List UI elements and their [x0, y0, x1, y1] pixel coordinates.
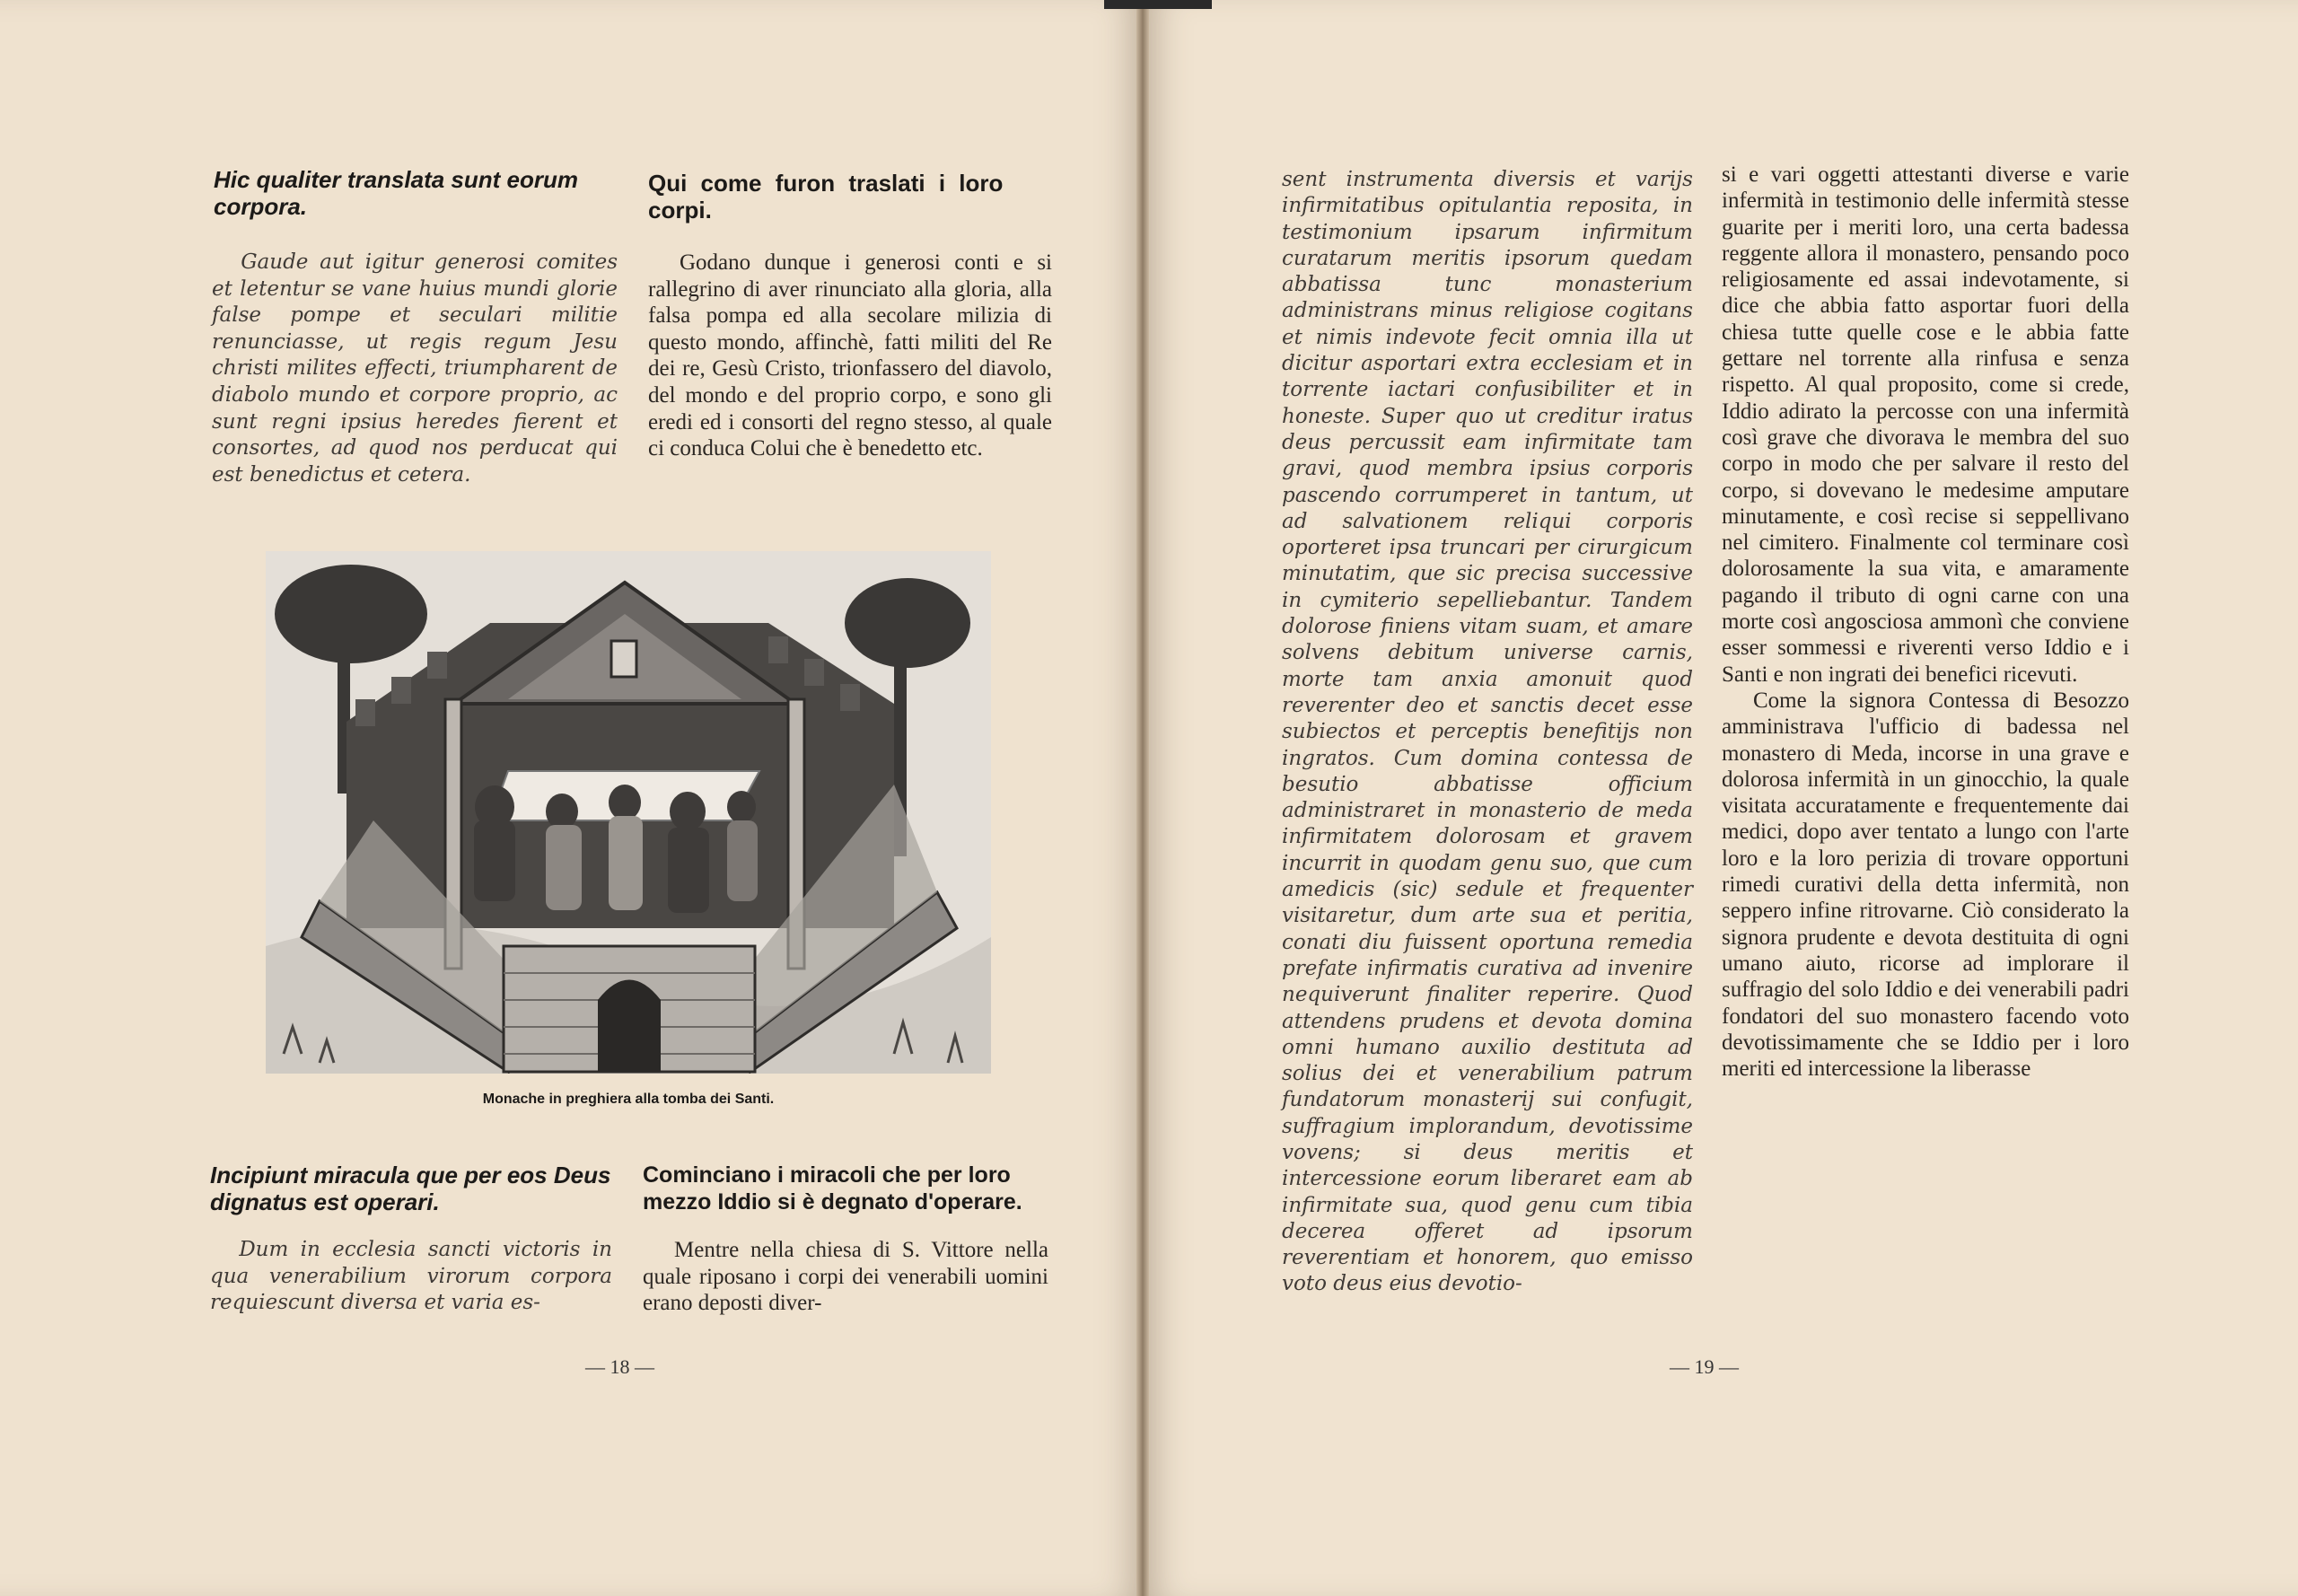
book-gutter — [1136, 0, 1149, 1596]
latin-paragraph-1: Gaude aut igitur generosi comites et letentur se vane huius mundi glorie false pompe et seculari militie renunciasse, ut regis regum Jesu christi milites effecti, triumpharent de diabolo mundo et corpore proprio, ac sunt regni ipsius heredes fierent et consortes, ad quod nos perducat qui est benedictus et cetera. — [212, 250, 618, 487]
italian-column-right — [1722, 162, 2129, 1082]
illustration-tomb-of-saints — [266, 551, 991, 1074]
heading2-italian: Cominciano i miracoli che per loro mezzo Iddio si è degnato d'operare. — [643, 1162, 1022, 1215]
page-number-left: — 18 — — [585, 1355, 654, 1378]
page-number-right: — 19 — — [1670, 1355, 1739, 1378]
italian-paragraph-right-2: Come la signora Contessa di Besozzo amministrava l'ufficio di badessa nel monastero di Meda, incorse in una grave e dolorosa infermità in un ginocchio, la quale visitata accuratamente e frequentemente dai medici, dopo aver tentato a lungo con l'arte loro e la loro perizia di trovare opportuni rimedi curativi della detta infermità, non seppero infine ritrovarne. Ciò considerato la signora prudente e devota destituita di ogni umano aiuto, ricorse ad implorare il suffragio del solo Iddio e dei venerabili padri fondatori del suo monastero facendo voto devotissimamente che se Iddio per i loro meriti ed intercessione la liberasse — [1722, 688, 2129, 1082]
italian-paragraph-right-1: si e vari oggetti attestanti diverse e varie infermità in testimonio delle infermità stesse guarite per i meriti loro, una certa badessa reggente allora il monastero, pensando poco religiosamente ed assai indevotamente, si dice che abbia fatto asportar fuori della chiesa tutte quelle cose e le abbia fatte gettare nel torrente alla rinfusa e senza rispetto. Al qual proposito, come si crede, Iddio adirato la percosse con una infermità così grave che divorava le membra del suo corpo in modo che per salvare il resto del corpo, si dovevano le medesime amputare minutamente, e così recise si seppellivano nel cimitero. Finalmente col terminare così dolorosamente la sua vita, e amaramente pagando il tributo di ogni carne con una morte così angosciosa ammonì che conviene esser sommessi e riverenti verso Iddio e i Santi e non ingrati dei benefici ricevuti. — [1722, 162, 2129, 687]
figure-caption: Monache in preghiera alla tomba dei Santi. — [482, 1092, 775, 1107]
heading2-latin: Incipiunt miracula que per eos Deus dignatus est operari. — [210, 1162, 611, 1215]
heading-latin: Hic qualiter translata sunt eorum corpora. — [214, 166, 578, 220]
italian-paragraph-2: Mentre nella chiesa di S. Vittore nella quale riposano i corpi dei venerabili uomini erano deposti diver- — [643, 1238, 1048, 1316]
latin-column-right: sent instrumenta diversis et varijs infirmitatibus opitulantia reposita, in testimonium ipsarum infirmitum curatarum meritis ipsorum quedam abbatissa tunc monasterium administrans minus religiose cogitans et nimis indevote fecit omnia illa ut dicitur asportari extra ecclesiam et in torrente iactari confusibiliter et in honeste. Super quo ut creditur iratus deus percussit eam infirmitate tam gravi, quod membra ipsius corporis pascendo corrumperet in tantum, ut ad salvationem reliqui corporis oporteret ipsa truncari per cirurgicum minutatim, que sic precisa successive in cymiterio sepelliebantur. Tandem dolorose finiens vitam suam, et amare solvens debitum universe carnis, morte tam anxia amonuit quod reverenter deo et sanctis decet esse subiectos et perceptis benefitijs non ingratos. Cum domina contessa de besutio abbatisse officium administraret in monasterio de meda infirmitatem dolorosam et gravem incurrit in quodam genu suo, que cum amedicis (sic) sedule et frequenter visitaretur, dum arte sua et peritia, conati diu fuissent oportuna remedia prefate infirmatis curativa ad invenire nequiverunt finaliter reperire. Quod attendens prudens et devota domina omni humano auxilio destituta ad solius dei et venerabilium patrum fundatorum monasterij sui confugit, suffragium implorandum, devotissime vovens; si deus meritis et intercessione eorum liberaret eam ab infirmitate sua, quod genu cum tibia decerea offeret ad ipsorum reverentiam et honorem, quo emisso voto deus eius devotio- — [1282, 168, 1693, 1296]
latin-paragraph-2: Dum in ecclesia sancti victoris in qua venerabilium virorum corpora requiescunt diversa et varia es- — [210, 1238, 612, 1315]
binding-edge — [1104, 0, 1212, 9]
italian-paragraph-1: Godano dunque i generosi conti e si rallegrino di aver rinunciato alla gloria, alla falsa pompa ed alla secolare milizia di questo mondo, affinchè, fatti militi del Re dei re, Gesù Cristo, trionfassero del diavolo, del mondo e del proprio corpo, e sono gli eredi ed i consorti del regno stesso, al quale ci conduca Colui che è benedetto etc. — [648, 250, 1052, 461]
heading-italian: Qui come furon traslati i loro corpi. — [648, 170, 1004, 224]
